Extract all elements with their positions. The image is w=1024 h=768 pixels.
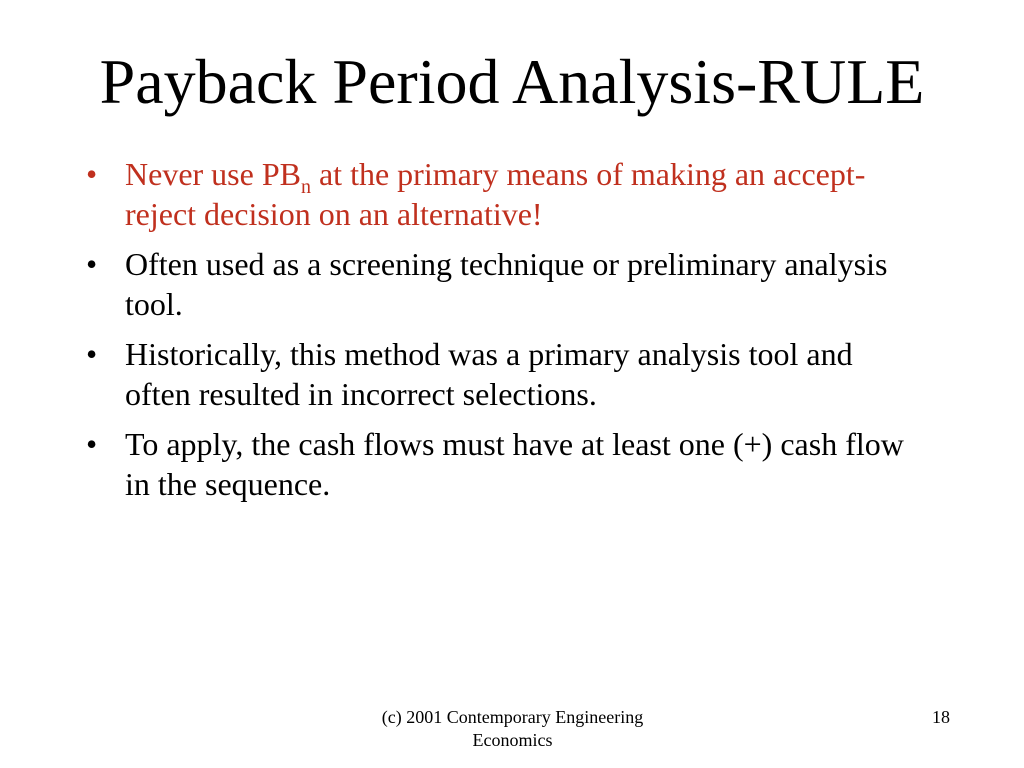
- bullet-marker: •: [86, 426, 98, 462]
- subscript-n: n: [300, 176, 311, 198]
- bullet-marker: •: [86, 156, 98, 192]
- bullet-text: To apply, the cash flows must have at least one (+) cash flow in the sequence.: [125, 426, 904, 502]
- bullet-item: [86, 334, 926, 414]
- bullet-text-after-subscript: at the primary means of making an accept-reject decision on an alternative!: [125, 156, 866, 232]
- bullet-text: [125, 156, 865, 232]
- bullet-marker: •: [86, 246, 98, 282]
- bullet-item: [86, 154, 926, 234]
- bullet-item: [86, 244, 926, 324]
- bullet-item: [86, 424, 926, 504]
- bullet-marker: •: [86, 336, 98, 372]
- bullet-text-before-subscript: Never use PB: [125, 156, 301, 192]
- bullet-list: [86, 154, 926, 514]
- footer-copyright: (c) 2001 Contemporary Engineering Economics: [381, 707, 644, 750]
- page-number: 18: [932, 707, 950, 727]
- slide-title: Payback Period Analysis-RULE: [99, 46, 925, 117]
- bullet-text: Historically, this method was a primary analysis tool and often resulted in incorrect selections.: [125, 336, 853, 412]
- bullet-text: Often used as a screening technique or preliminary analysis tool.: [125, 246, 888, 322]
